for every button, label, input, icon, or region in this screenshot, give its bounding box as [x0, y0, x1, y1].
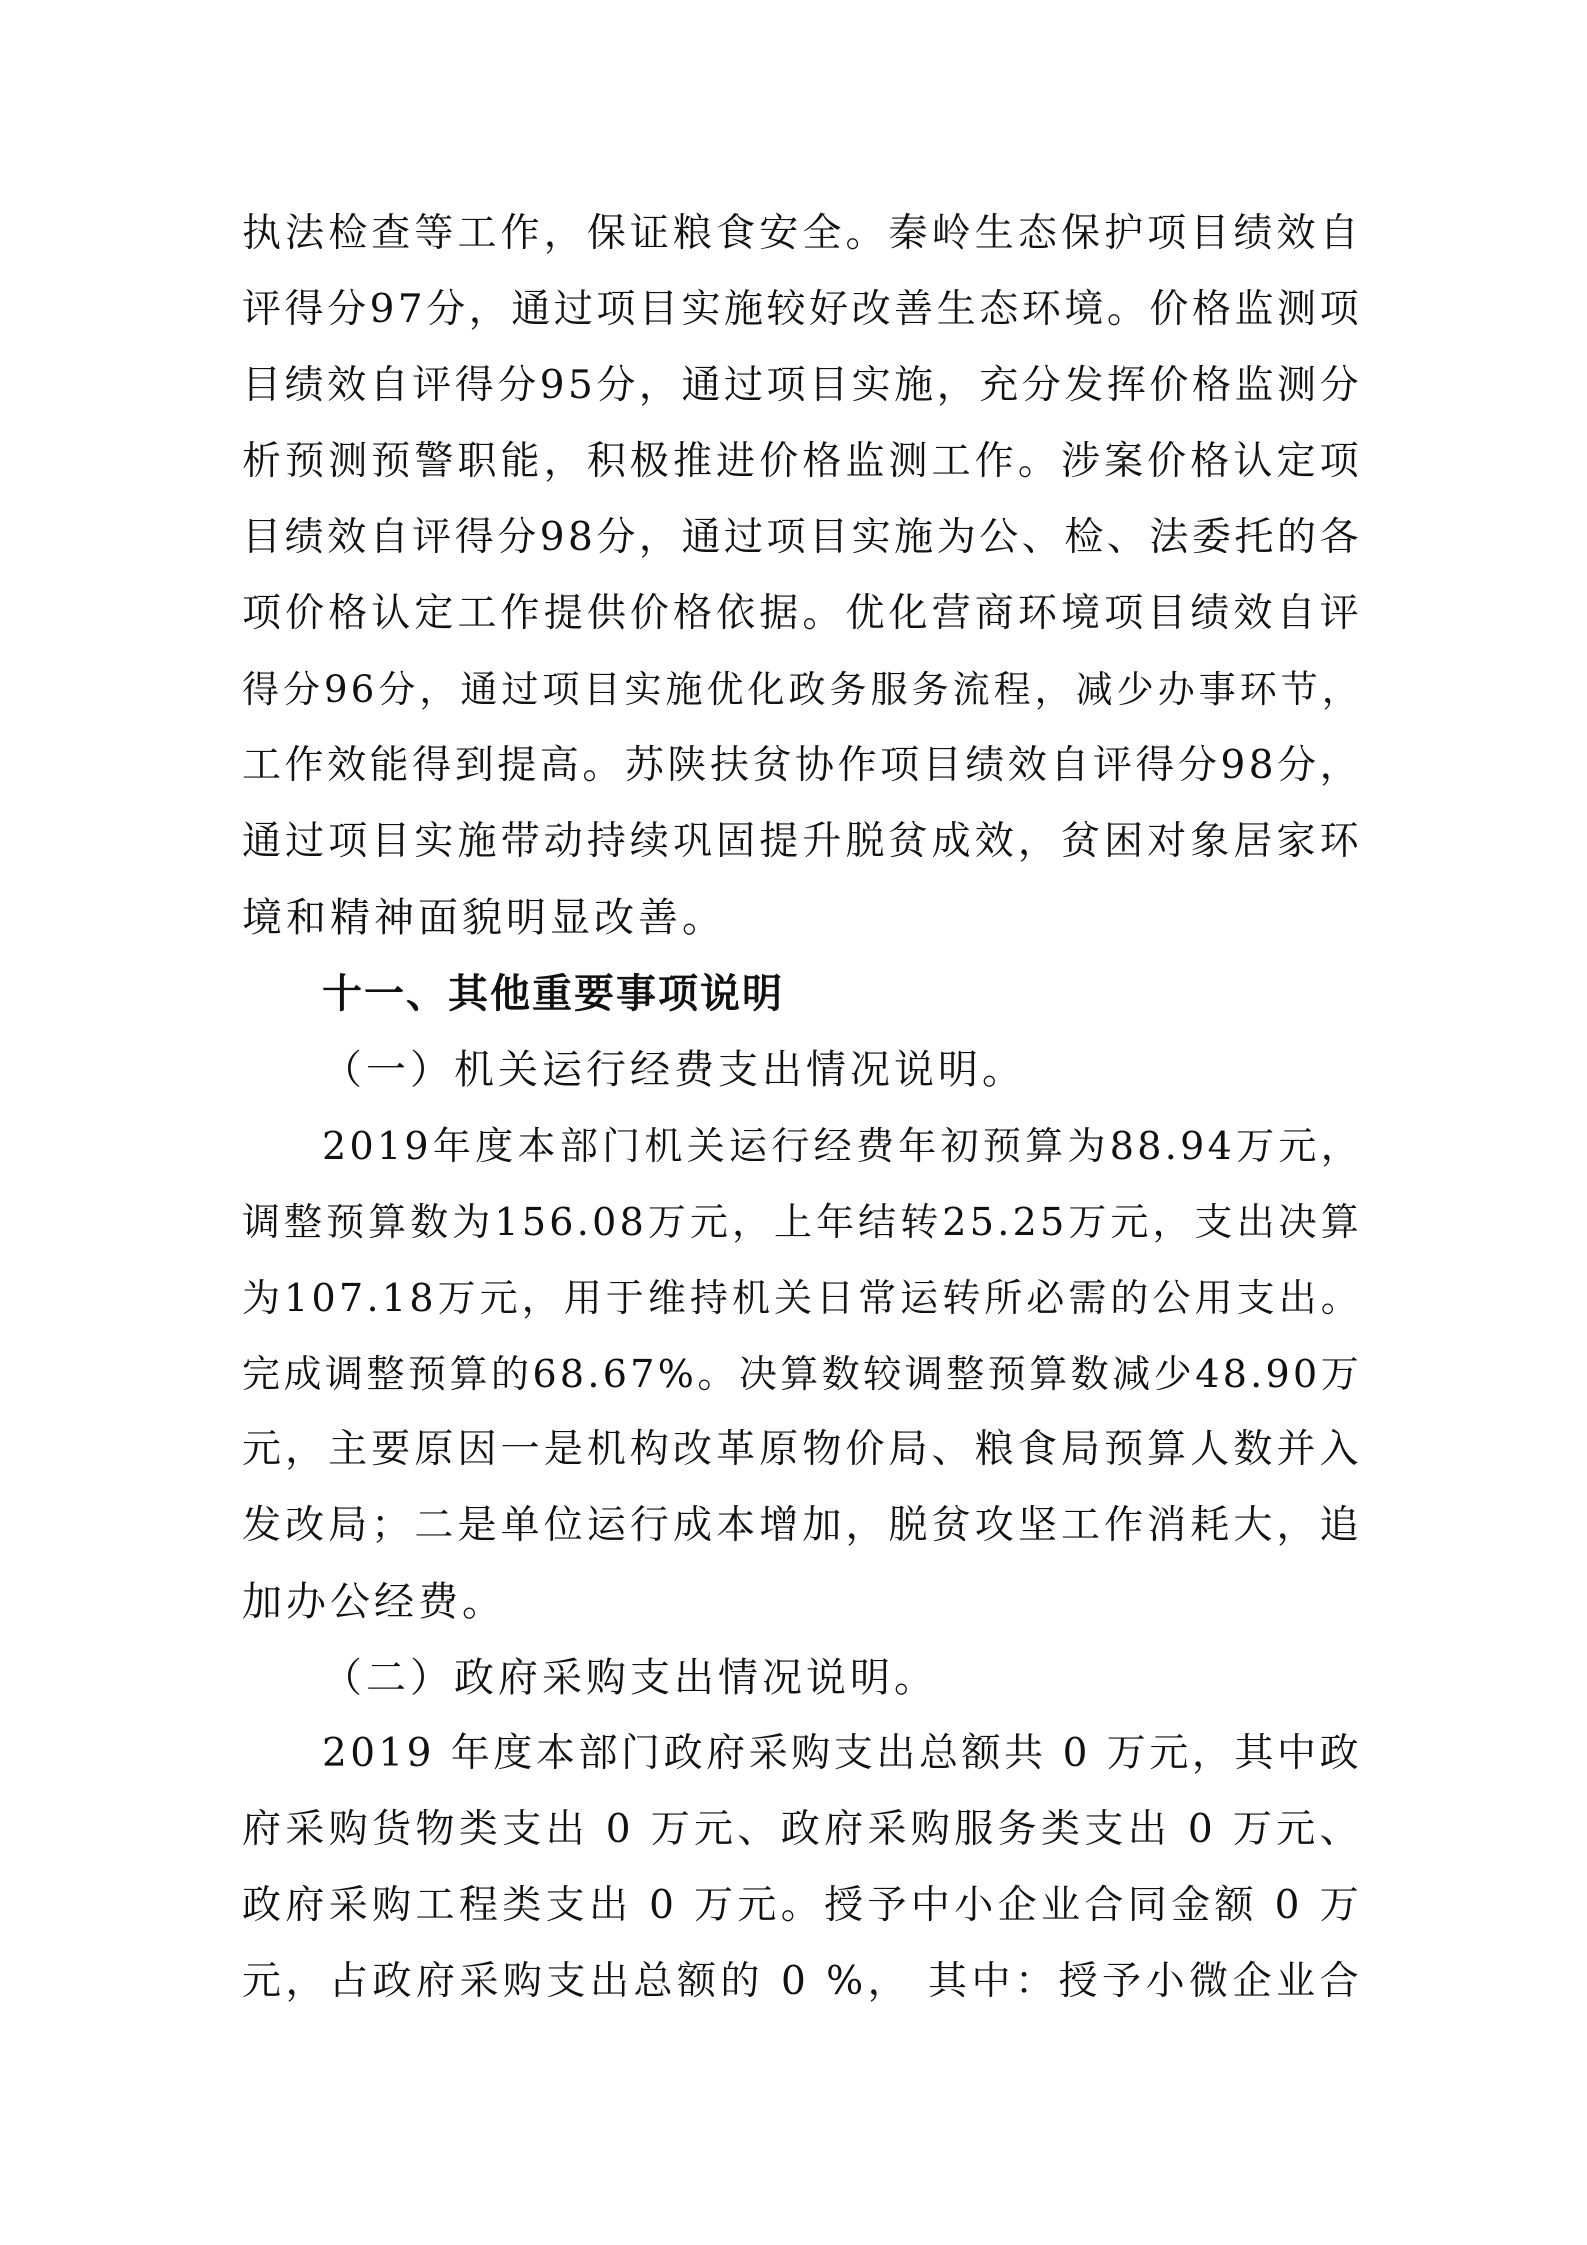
- text-line: 析预测预警职能，积极推进价格监测工作。涉案价格认定项: [242, 439, 1362, 484]
- text-line: 府采购货物类支出 0 万元、政府采购服务类支出 0 万元、: [242, 1807, 1362, 1852]
- text-line: 为107.18万元，用于维持机关日常运转所必需的公用支出。: [242, 1276, 1362, 1320]
- text-line: 政府采购工程类支出 0 万元。授予中小企业合同金额 0 万: [242, 1883, 1362, 1928]
- subsection-heading-operating-expenses: （一）机关运行经费支出情况说明。: [322, 1047, 1026, 1093]
- text-line: 完成调整预算的68.67%。决算数较调整预算数减少48.90万: [242, 1352, 1362, 1396]
- text-line: 发改局；二是单位运行成本增加，脱贫攻坚工作消耗大，追: [242, 1503, 1362, 1548]
- text-line: 得分96分，通过项目实施优化政务服务流程，减少办事环节，: [242, 668, 1362, 711]
- text-line: 通过项目实施带动持续巩固提升脱贫成效，贫困对象居家环: [242, 819, 1362, 864]
- text-line: 目绩效自评得分95分，通过项目实施，充分发挥价格监测分: [242, 363, 1362, 408]
- text-line: 评得分97分，通过项目实施较好改善生态环境。价格监测项: [242, 287, 1362, 332]
- text-line: 元，主要原因一是机构改革原物价局、粮食局预算人数并入: [242, 1427, 1362, 1472]
- text-line: 工作效能得到提高。苏陕扶贫协作项目绩效自评得分98分，: [242, 743, 1362, 788]
- text-line: 调整预算数为156.08万元，上年结转25.25万元，支出决算: [242, 1200, 1362, 1244]
- text-line: 2019 年度本部门政府采购支出总额共 0 万元，其中政: [322, 1731, 1362, 1776]
- text-line: 元，占政府采购支出总额的 0 %， 其中：授予小微企业合: [242, 1959, 1362, 2004]
- text-line: 2019年度本部门机关运行经费年初预算为88.94万元，: [322, 1124, 1362, 1168]
- text-line: 执法检查等工作，保证粮食安全。秦岭生态保护项目绩效自: [242, 211, 1362, 256]
- text-line: 境和精神面貌明显改善。: [242, 895, 726, 941]
- text-line: 目绩效自评得分98分，通过项目实施为公、检、法委托的各: [242, 515, 1362, 560]
- text-line: 项价格认定工作提供价格依据。优化营商环境项目绩效自评: [242, 591, 1362, 636]
- subsection-heading-procurement: （二）政府采购支出情况说明。: [322, 1655, 938, 1701]
- section-heading: 十一、其他重要事项说明: [322, 971, 784, 1017]
- text-line: 加办公经费。: [242, 1579, 506, 1625]
